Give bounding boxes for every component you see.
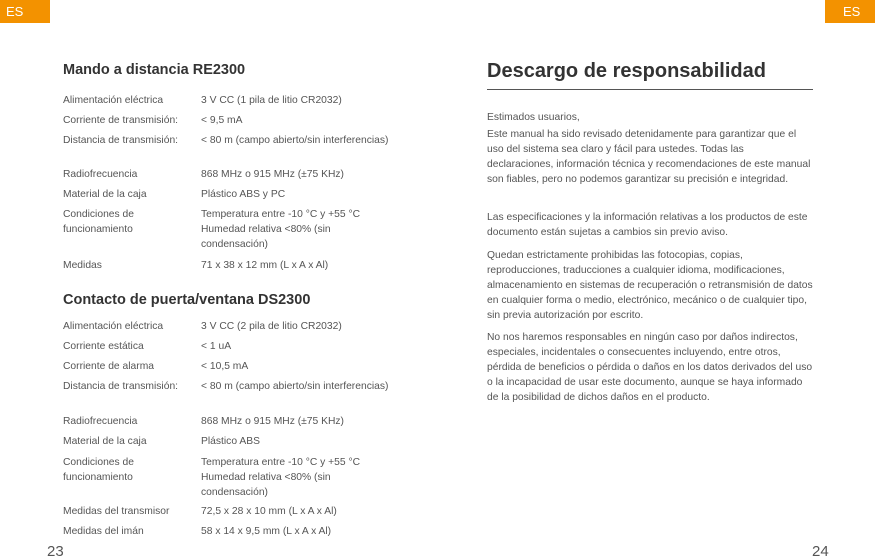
spec-value: < 80 m (campo abierto/sin interferencias) <box>201 135 389 146</box>
spec-label: Radiofrecuencia <box>63 169 138 180</box>
contact-section-title: Contacto de puerta/ventana DS2300 <box>63 292 311 308</box>
spec-value: Plástico ABS y PC <box>201 189 286 200</box>
spec-value: 3 V CC (2 pila de litio CR2032) <box>201 321 342 332</box>
spec-value: 72,5 x 28 x 10 mm (L x A x Al) <box>201 506 337 517</box>
spec-value: 868 MHz o 915 MHz (±75 KHz) <box>201 416 344 427</box>
spec-label: Medidas del transmisor <box>63 506 170 517</box>
language-tab-right: ES <box>825 0 875 23</box>
spec-value: < 1 uA <box>201 341 232 352</box>
disclaimer-title: Descargo de responsabilidad <box>487 60 766 82</box>
page-number-left: 23 <box>47 543 64 560</box>
spec-value: < 9,5 mA <box>201 115 243 126</box>
disclaimer-paragraph: Quedan estrictamente prohibidas las fotocopias, copias, reproducciones, traducciones a cualquier idioma, modificaciones, almacenamiento en sistemas de recuperación o retransmisión de datos en cualquier forma o medio, electrónico, mecánico o de cualquier tipo, sin previa autorización por escrito. <box>487 250 813 321</box>
disclaimer-paragraph: No nos haremos responsables en ningún caso por daños indirectos, especiales, incidentales o consecuentes incluyendo, entre otros, pérdida de beneficios o pérdida o daños en los datos derivados del uso o la incapacidad de usar este documento, aunque se haya informado de la posibilidad de dichos daños en el producto. <box>487 332 813 403</box>
spec-label: Material de la caja <box>63 436 147 447</box>
spec-value: 3 V CC (1 pila de litio CR2032) <box>201 95 342 106</box>
spec-label: Corriente de transmisión: <box>63 115 179 126</box>
disclaimer-paragraph: Estimados usuarios, <box>487 112 580 123</box>
spec-value: Plástico ABS <box>201 436 260 447</box>
spec-label: Alimentación eléctrica <box>63 95 164 106</box>
spec-value: 58 x 14 x 9,5 mm (L x A x Al) <box>201 526 332 537</box>
spec-value: Temperatura entre -10 °C y +55 °C Humedad relativa <80% (sin condensación) <box>201 209 361 250</box>
spec-label: Material de la caja <box>63 189 147 200</box>
spec-label: Radiofrecuencia <box>63 416 138 427</box>
spec-label: Corriente de alarma <box>63 361 154 372</box>
remote-section-title: Mando a distancia RE2300 <box>63 62 246 78</box>
spec-value: 71 x 38 x 12 mm (L x A x Al) <box>201 260 329 271</box>
spec-label: Alimentación eléctrica <box>63 321 164 332</box>
disclaimer-paragraph: Las especificaciones y la información relativas a los productos de este documento están sujetas a cambios sin previo aviso. <box>487 212 808 238</box>
spec-label: Condiciones de funcionamiento <box>63 209 134 235</box>
language-tab-left: ES <box>0 0 50 23</box>
spec-label: Medidas del imán <box>63 526 144 537</box>
title-divider <box>487 89 813 90</box>
spec-value: Temperatura entre -10 °C y +55 °C Humedad relativa <80% (sin condensación) <box>201 457 361 498</box>
spec-label: Corriente estática <box>63 341 144 352</box>
disclaimer-paragraph: Este manual ha sido revisado detenidamente para garantizar que el uso del sistema sea claro y fácil para ustedes. Todas las declaraciones, información técnica y recomendaciones de este manual son fiables, pero no podemos garantizar su precisión e integridad. <box>487 129 811 185</box>
page-number-right: 24 <box>812 543 829 560</box>
spec-value: < 10,5 mA <box>201 361 249 372</box>
spec-label: Medidas <box>63 260 102 271</box>
spec-label: Distancia de transmisión: <box>63 135 179 146</box>
spec-value: < 80 m (campo abierto/sin interferencias) <box>201 381 389 392</box>
spec-label: Condiciones de funcionamiento <box>63 457 134 483</box>
spec-label: Distancia de transmisión: <box>63 381 179 392</box>
spec-value: 868 MHz o 915 MHz (±75 KHz) <box>201 169 344 180</box>
